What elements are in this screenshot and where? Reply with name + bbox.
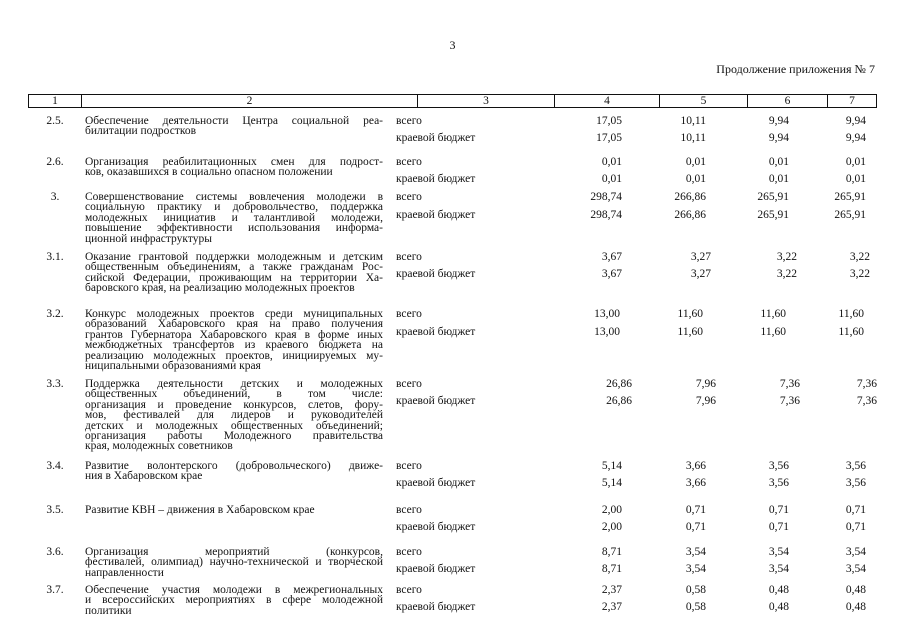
funding-value-col-6: 3,22 — [776, 268, 797, 280]
funding-value-col-5: 0,58 — [685, 584, 706, 596]
funding-value-col-4: 3,67 — [601, 268, 622, 280]
funding-value-col-7: 3,56 — [845, 460, 866, 472]
funding-value-col-7: 0,01 — [845, 156, 866, 168]
funding-value-col-4: 5,14 — [601, 460, 622, 472]
funding-total-label: всего — [396, 251, 422, 263]
funding-total-label: всего — [396, 308, 422, 320]
description-line: Организация реабилитационных смен для подрост- — [85, 156, 383, 168]
description-line: ния в Хабаровском крае — [85, 470, 203, 483]
funding-value-col-7: 265,91 — [834, 191, 866, 203]
description-line: Организация мероприятий (конкурсов, — [85, 546, 383, 558]
description-line: Обеспечение деятельности Центра социальной реа- — [85, 115, 383, 127]
description-line: направленности — [85, 566, 164, 579]
funding-value-col-4: 2,00 — [601, 504, 622, 516]
description-line: повышение эффективности использования информа- — [85, 222, 383, 235]
funding-value-col-6: 0,01 — [768, 173, 789, 185]
funding-value-col-7: 9,94 — [845, 132, 866, 144]
funding-value-col-5: 3,27 — [690, 268, 711, 280]
description-line: общественных объединений, в том числе: — [85, 388, 383, 401]
funding-regional-label: краевой бюджет — [396, 563, 476, 575]
description-line: общественным объединениям, а также гражданам Рос- — [85, 261, 383, 274]
description-line: баровского края, на реализацию молодежных проектов — [85, 282, 355, 295]
row-number: 2.5. — [46, 115, 64, 127]
row-number: 3.7. — [46, 584, 64, 596]
funding-regional-label: краевой бюджет — [396, 209, 476, 221]
funding-value-col-6: 9,94 — [768, 132, 789, 144]
row-description — [85, 505, 383, 515]
funding-value-col-7: 0,48 — [845, 601, 866, 613]
funding-value-col-4: 8,71 — [601, 563, 622, 575]
funding-value-col-6: 0,71 — [768, 521, 789, 533]
funding-value-col-5: 10,11 — [680, 115, 706, 127]
description-line: ционной инфраструктуры — [85, 232, 212, 245]
funding-value-col-4: 26,86 — [606, 378, 632, 390]
funding-value-col-4: 13,00 — [594, 308, 620, 320]
funding-value-col-4: 2,37 — [601, 601, 622, 613]
header-col-4: 4 — [604, 95, 610, 107]
row-description — [85, 192, 383, 244]
funding-value-col-6: 3,54 — [768, 563, 789, 575]
description-line: детских и молодежных общественных объединений; — [85, 419, 383, 432]
description-line: сийской Федерации, проживающим на территории Ха- — [85, 271, 383, 284]
funding-value-col-7: 9,94 — [845, 115, 866, 127]
funding-regional-label: краевой бюджет — [396, 326, 476, 338]
funding-value-col-4: 0,01 — [601, 173, 622, 185]
description-line: мов, фестивалей для лидеров и руководителей — [85, 409, 383, 422]
description-line: Оказание грантовой поддержки молодежным и детским — [85, 251, 383, 263]
description-line: социальную практику и добровольчество, поддержка — [85, 201, 383, 214]
funding-total-label: всего — [396, 546, 422, 558]
description-line: грантов Губернатора Хабаровского края в форме иных — [85, 328, 383, 341]
header-col-5: 5 — [700, 95, 707, 107]
funding-value-col-7: 0,01 — [845, 173, 866, 185]
description-line: организация и проведение конкурсов, слетов, фору- — [85, 398, 383, 411]
description-line: политики — [85, 604, 132, 617]
funding-value-col-5: 0,71 — [685, 521, 706, 533]
funding-value-col-6: 9,94 — [768, 115, 789, 127]
table-header — [28, 94, 877, 108]
funding-value-col-5: 7,96 — [695, 378, 716, 390]
funding-value-col-4: 298,74 — [590, 209, 622, 221]
appendix-title: Продолжение приложения № 7 — [716, 62, 875, 76]
funding-total-label: всего — [396, 191, 422, 203]
funding-value-col-6: 7,36 — [779, 378, 800, 390]
description-line: молодежных инициатив и талантливой молодежи, — [85, 211, 383, 224]
funding-value-col-6: 3,56 — [768, 477, 789, 489]
funding-total-label: всего — [396, 584, 422, 596]
funding-total-label: всего — [396, 378, 422, 390]
funding-value-col-6: 0,48 — [768, 601, 789, 613]
funding-total-label: всего — [396, 504, 422, 516]
header-col-7: 7 — [849, 95, 855, 107]
description-line: Совершенствование системы вовлечения молодежи в — [85, 191, 383, 203]
funding-value-col-7: 3,54 — [845, 546, 866, 558]
row-description — [85, 252, 383, 294]
description-line: Конкурс молодежных проектов среди муниципальных — [85, 308, 383, 320]
row-description — [85, 547, 383, 578]
funding-value-col-6: 3,22 — [776, 251, 797, 263]
funding-value-col-7: 0,71 — [845, 504, 866, 516]
row-number: 3.1. — [46, 251, 64, 263]
funding-value-col-4: 3,67 — [601, 251, 622, 263]
description-line: Развитие КВН – движения в Хабаровском крае — [85, 504, 315, 516]
funding-value-col-4: 17,05 — [596, 115, 622, 127]
row-description — [85, 461, 383, 482]
description-line: Обеспечение участия молодежи в межрегиональных — [85, 584, 383, 596]
description-line: Развитие волонтерского (добровольческого) движе- — [85, 460, 383, 472]
funding-value-col-6: 265,91 — [757, 209, 789, 221]
header-col-6: 6 — [784, 95, 791, 107]
row-description — [85, 379, 383, 452]
row-number: 3.4. — [46, 460, 64, 472]
funding-value-col-5: 3,54 — [685, 546, 706, 558]
funding-regional-label: краевой бюджет — [396, 268, 476, 280]
funding-value-col-7: 7,36 — [856, 378, 877, 390]
funding-value-col-5: 3,66 — [685, 460, 706, 472]
funding-regional-label: краевой бюджет — [396, 173, 476, 185]
funding-value-col-5: 3,54 — [685, 563, 706, 575]
funding-value-col-4: 2,00 — [601, 521, 622, 533]
funding-total-label: всего — [396, 460, 422, 472]
funding-value-col-7: 11,60 — [838, 326, 864, 338]
row-number: 3.6. — [46, 546, 64, 558]
funding-value-col-4: 2,37 — [601, 584, 622, 596]
funding-value-col-7: 3,22 — [849, 251, 870, 263]
funding-value-col-5: 3,66 — [685, 477, 706, 489]
funding-value-col-6: 11,60 — [760, 308, 786, 320]
funding-value-col-6: 3,56 — [768, 460, 789, 472]
funding-value-col-7: 0,71 — [845, 521, 866, 533]
funding-total-label: всего — [396, 115, 422, 127]
funding-value-col-4: 0,01 — [601, 156, 622, 168]
funding-value-col-7: 3,54 — [845, 563, 866, 575]
description-line: реализацию молодежных проектов, инициируемых му- — [85, 349, 383, 362]
description-line: межбюджетных трансфертов из краевого бюджета на — [85, 339, 383, 352]
funding-regional-label: краевой бюджет — [396, 601, 476, 613]
funding-value-col-6: 3,54 — [768, 546, 789, 558]
description-line: ков, оказавшихся в социально опасном положении — [85, 166, 333, 179]
funding-value-col-6: 11,60 — [760, 326, 786, 338]
funding-value-col-7: 3,56 — [845, 477, 866, 489]
funding-value-col-5: 3,27 — [690, 251, 711, 263]
row-number: 3. — [50, 191, 60, 203]
funding-value-col-6: 265,91 — [757, 191, 789, 203]
funding-value-col-5: 11,60 — [677, 326, 703, 338]
funding-value-col-5: 7,96 — [695, 395, 716, 407]
row-number: 3.2. — [46, 308, 64, 320]
header-col-3: 3 — [483, 95, 489, 107]
funding-value-col-5: 0,01 — [685, 173, 706, 185]
description-line: образований Хабаровского края на право получения — [85, 318, 383, 331]
funding-value-col-6: 0,48 — [768, 584, 789, 596]
funding-value-col-5: 0,58 — [685, 601, 706, 613]
description-line: фестивалей, олимпиад) научно-технической и творческой — [85, 556, 383, 569]
funding-value-col-5: 266,86 — [674, 191, 706, 203]
row-description — [85, 585, 383, 616]
row-number: 2.6. — [46, 156, 64, 168]
funding-value-col-7: 11,60 — [838, 308, 864, 320]
funding-value-col-5: 266,86 — [674, 209, 706, 221]
funding-regional-label: краевой бюджет — [396, 395, 476, 407]
funding-value-col-7: 3,22 — [849, 268, 870, 280]
funding-value-col-4: 13,00 — [594, 326, 620, 338]
description-line: организация работы Молодежного правительства — [85, 430, 383, 443]
description-line: Поддержка деятельности детских и молодежных — [85, 378, 383, 390]
funding-value-col-4: 5,14 — [601, 477, 622, 489]
funding-value-col-4: 26,86 — [606, 395, 632, 407]
row-number: 3.5. — [46, 504, 64, 516]
funding-value-col-6: 0,01 — [768, 156, 789, 168]
funding-value-col-6: 0,71 — [768, 504, 789, 516]
funding-regional-label: краевой бюджет — [396, 477, 476, 489]
description-line: билитации подростков — [85, 125, 197, 138]
funding-value-col-5: 0,01 — [685, 156, 706, 168]
funding-total-label: всего — [396, 156, 422, 168]
header-col-1: 1 — [52, 95, 58, 107]
funding-value-col-5: 10,11 — [680, 132, 706, 144]
funding-value-col-5: 0,71 — [685, 504, 706, 516]
funding-value-col-7: 7,36 — [856, 395, 877, 407]
header-col-2: 2 — [246, 95, 253, 107]
funding-value-col-7: 0,48 — [845, 584, 866, 596]
description-line: края, молодежных советников — [85, 440, 233, 453]
funding-value-col-6: 7,36 — [779, 395, 800, 407]
funding-value-col-4: 17,05 — [596, 132, 622, 144]
funding-value-col-4: 298,74 — [590, 191, 622, 203]
row-description — [85, 309, 383, 371]
funding-value-col-7: 265,91 — [834, 209, 866, 221]
description-line: и всероссийских мероприятиях в сфере молодежной — [85, 594, 383, 607]
row-number: 3.3. — [46, 378, 64, 390]
funding-regional-label: краевой бюджет — [396, 521, 476, 533]
page-number: 3 — [449, 38, 456, 52]
funding-value-col-4: 8,71 — [601, 546, 622, 558]
row-description — [85, 157, 383, 178]
funding-regional-label: краевой бюджет — [396, 132, 476, 144]
row-description — [85, 116, 383, 137]
description-line: ниципальными образованиями края — [85, 360, 261, 373]
funding-value-col-5: 11,60 — [677, 308, 703, 320]
